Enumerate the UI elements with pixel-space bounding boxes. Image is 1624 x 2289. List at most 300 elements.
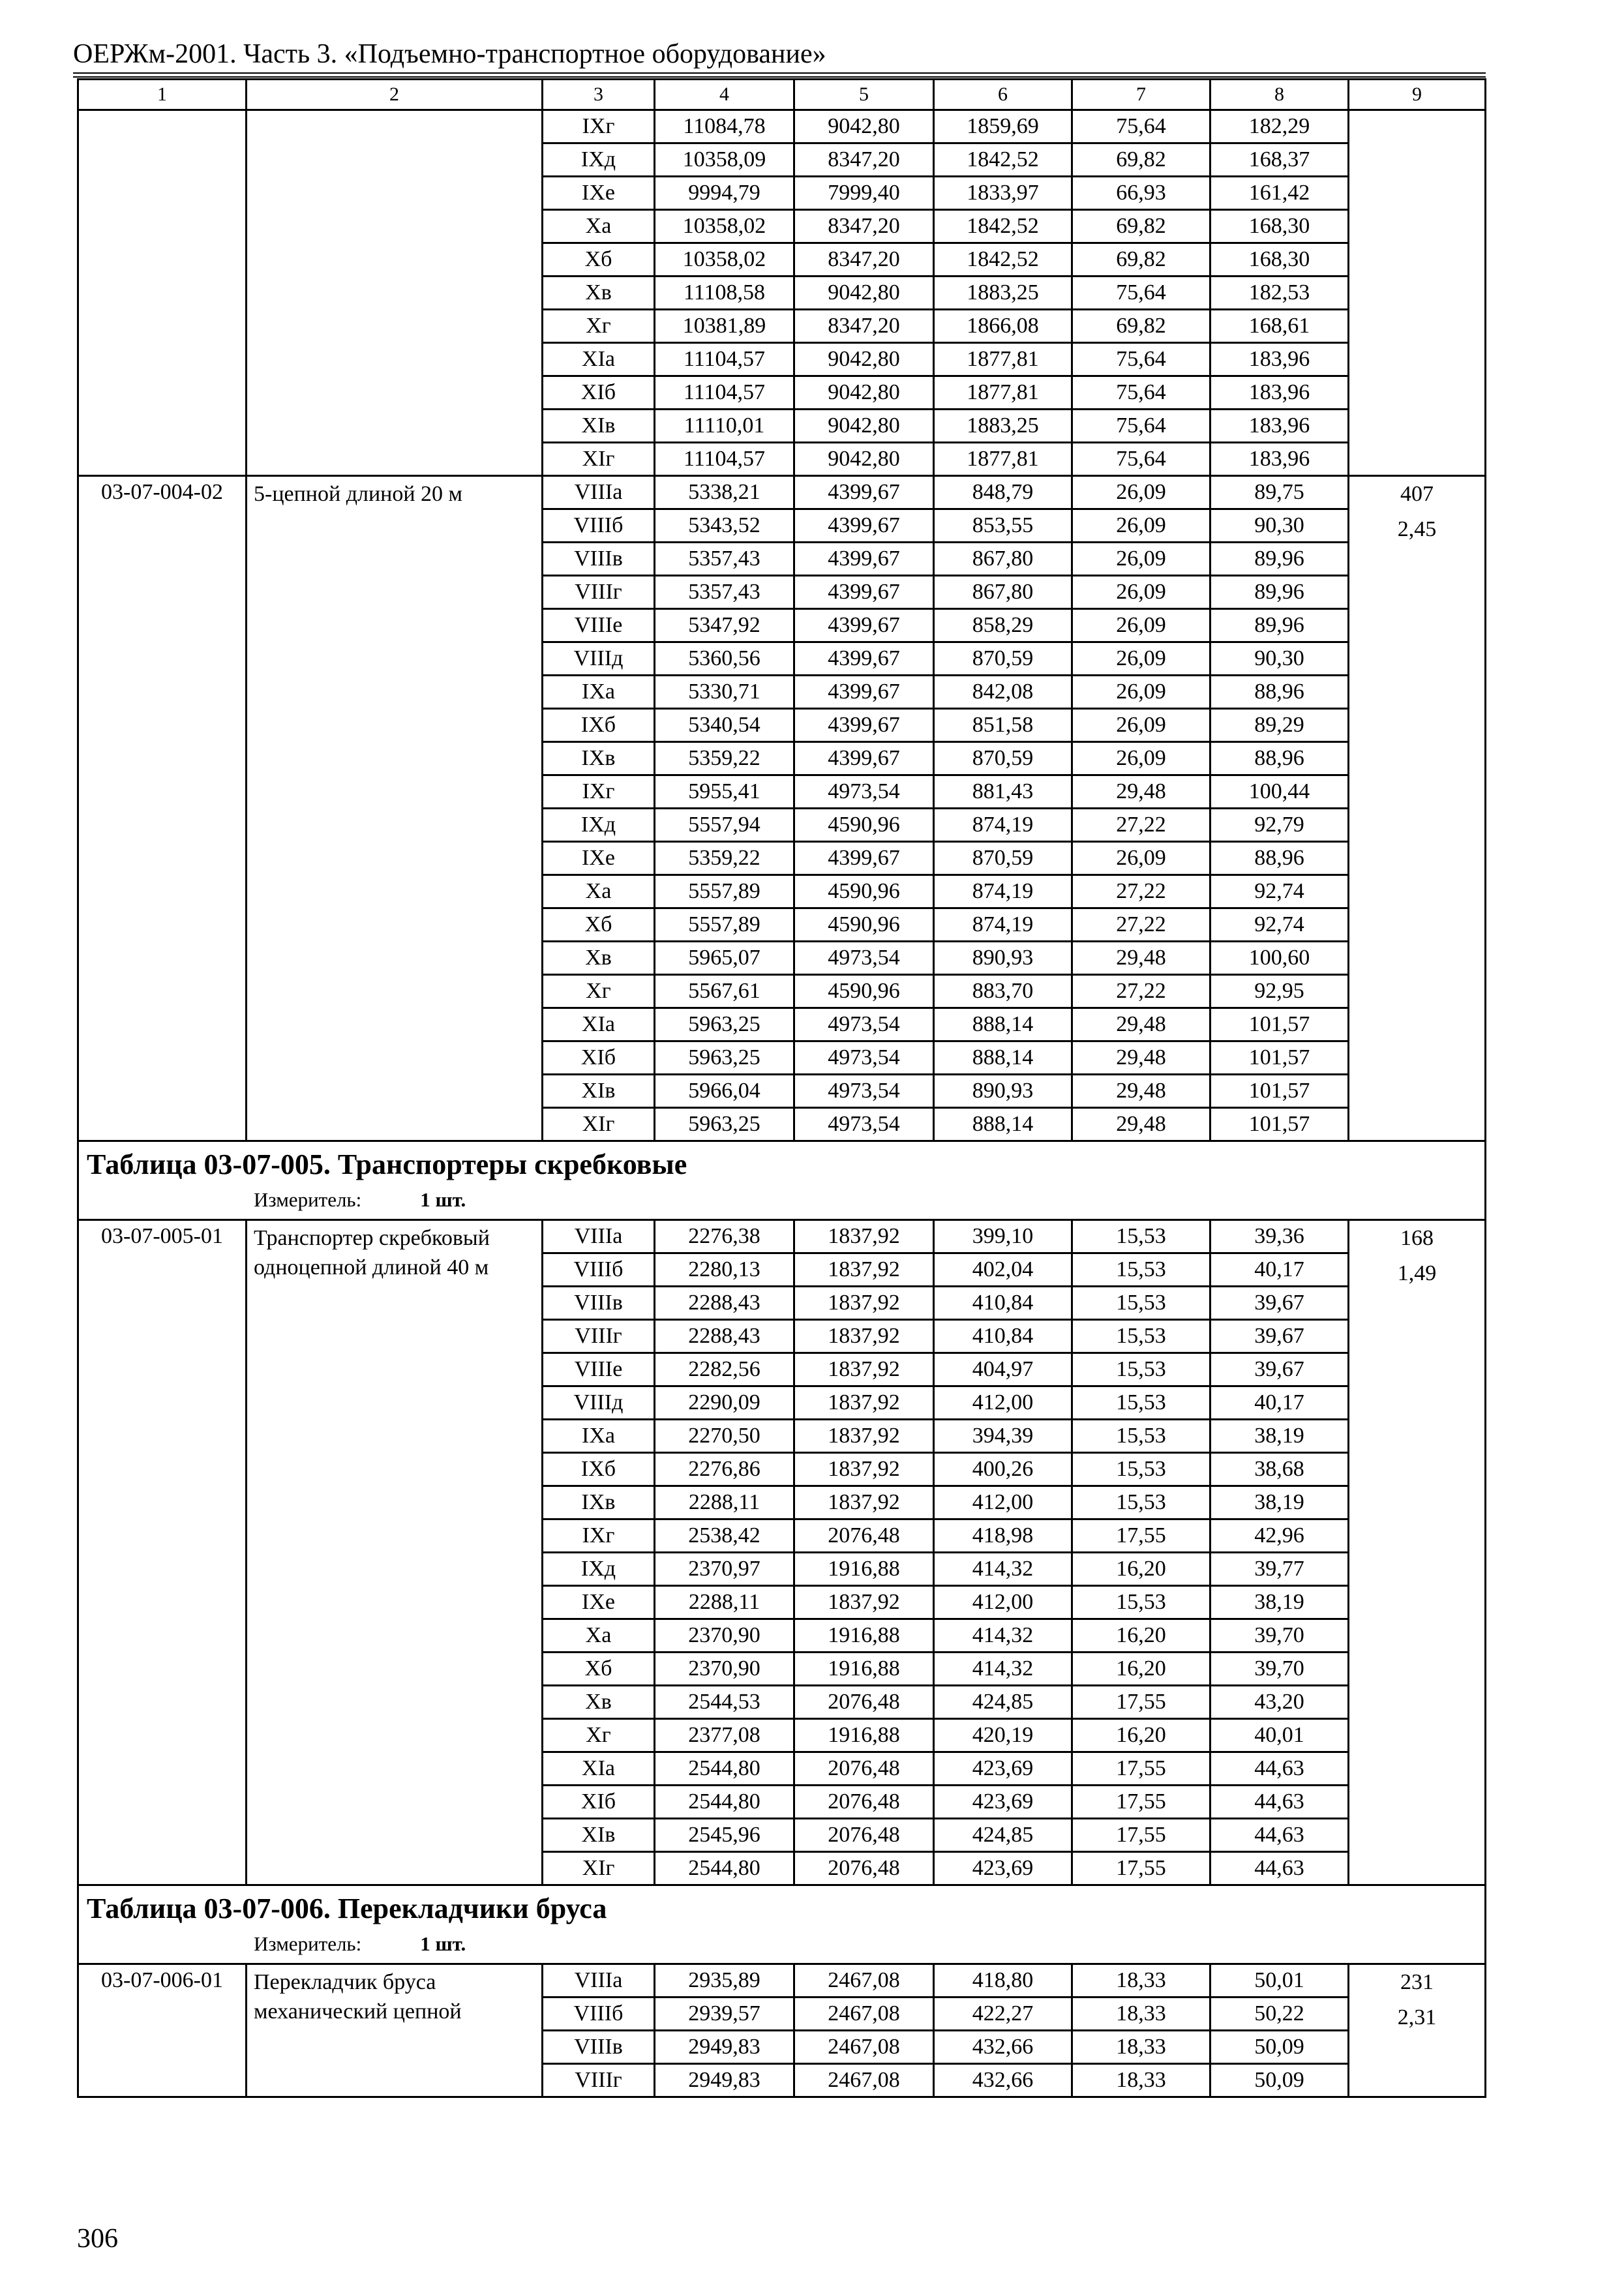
value-cell: 183,96 [1210, 443, 1349, 476]
zone-cell: Xa [543, 210, 655, 243]
value-cell: 5360,56 [655, 642, 794, 676]
value-cell: 5359,22 [655, 742, 794, 775]
value-cell: 5357,43 [655, 576, 794, 609]
value-cell: 44,63 [1210, 1786, 1349, 1819]
unit-line [254, 1932, 1484, 1956]
value-cell: 90,30 [1210, 509, 1349, 543]
value-cell: 89,75 [1210, 476, 1349, 509]
value-cell: 2544,80 [655, 1786, 794, 1819]
item-name-cell: Транспортер скребковый одноцепной длиной 40 м [247, 1220, 543, 1885]
value-cell: 39,67 [1210, 1287, 1349, 1320]
value-cell: 883,70 [934, 975, 1072, 1008]
value-cell: 5966,04 [655, 1075, 794, 1108]
zone-cell: Xг [543, 310, 655, 343]
value-cell: 9042,80 [794, 376, 934, 410]
value-cell: 16,20 [1072, 1719, 1210, 1752]
value-cell: 43,20 [1210, 1686, 1349, 1719]
section-row [78, 1141, 1486, 1220]
zone-cell: VIIIд [543, 642, 655, 676]
zone-cell: IXг [543, 110, 655, 143]
value-cell: 10358,02 [655, 210, 794, 243]
zone-cell: XIб [543, 376, 655, 410]
value-cell: 1837,92 [794, 1287, 934, 1320]
value-cell: 26,09 [1072, 543, 1210, 576]
value-cell: 2377,08 [655, 1719, 794, 1752]
value-cell: 2288,43 [655, 1287, 794, 1320]
value-cell: 2467,08 [794, 2064, 934, 2097]
value-cell: 100,44 [1210, 775, 1349, 809]
zone-cell: Xб [543, 1653, 655, 1686]
value-cell: 2544,80 [655, 1852, 794, 1885]
value-cell: 412,00 [934, 1486, 1072, 1519]
column-number: 7 [1072, 80, 1210, 110]
value-cell: 69,82 [1072, 243, 1210, 277]
value-cell: 16,20 [1072, 1553, 1210, 1586]
value-cell: 29,48 [1072, 942, 1210, 975]
value-cell: 10358,09 [655, 143, 794, 177]
value-cell: 4399,67 [794, 543, 934, 576]
zone-cell: IXг [543, 1519, 655, 1553]
value-cell: 89,96 [1210, 543, 1349, 576]
zone-cell: VIIIб [543, 1997, 655, 2031]
value-cell: 15,53 [1072, 1586, 1210, 1619]
zone-cell: XIг [543, 1852, 655, 1885]
value-cell: 874,19 [934, 875, 1072, 908]
col9-value: 168 [1400, 1226, 1434, 1250]
value-cell: 848,79 [934, 476, 1072, 509]
value-cell: 50,22 [1210, 1997, 1349, 2031]
value-cell: 870,59 [934, 642, 1072, 676]
value-cell: 410,84 [934, 1287, 1072, 1320]
col9-cell [1349, 1220, 1486, 1885]
value-cell: 1837,92 [794, 1253, 934, 1287]
value-cell: 888,14 [934, 1008, 1072, 1041]
value-cell: 1877,81 [934, 343, 1072, 376]
value-cell: 4973,54 [794, 1075, 934, 1108]
value-cell: 29,48 [1072, 1108, 1210, 1141]
value-cell: 44,63 [1210, 1852, 1349, 1885]
value-cell: 4399,67 [794, 676, 934, 709]
value-cell: 1842,52 [934, 143, 1072, 177]
value-cell: 5567,61 [655, 975, 794, 1008]
value-cell: 88,96 [1210, 676, 1349, 709]
col9-cell [1349, 476, 1486, 1141]
value-cell: 410,84 [934, 1320, 1072, 1353]
value-cell: 2276,86 [655, 1453, 794, 1486]
value-cell: 44,63 [1210, 1819, 1349, 1852]
value-cell: 1866,08 [934, 310, 1072, 343]
value-cell: 18,33 [1072, 2031, 1210, 2064]
section-title: Таблица 03-07-006. Перекладчики бруса [87, 1893, 607, 1924]
value-cell: 2076,48 [794, 1686, 934, 1719]
value-cell: 2280,13 [655, 1253, 794, 1287]
value-cell: 2467,08 [794, 2031, 934, 2064]
value-cell: 39,70 [1210, 1653, 1349, 1686]
value-cell: 29,48 [1072, 775, 1210, 809]
table-row [78, 1220, 1486, 1253]
rate-code-cell: 03-07-006-01 [78, 1964, 247, 2097]
value-cell: 412,00 [934, 1386, 1072, 1420]
unit-line [254, 1188, 1484, 1212]
section-row [78, 1885, 1486, 1964]
value-cell: 2290,09 [655, 1386, 794, 1420]
value-cell: 1837,92 [794, 1586, 934, 1619]
value-cell: 88,96 [1210, 842, 1349, 875]
value-cell: 432,66 [934, 2064, 1072, 2097]
value-cell: 5557,89 [655, 908, 794, 942]
unit-label: Измеритель: [254, 1188, 362, 1211]
value-cell: 18,33 [1072, 2064, 1210, 2097]
value-cell: 2076,48 [794, 1786, 934, 1819]
value-cell: 17,55 [1072, 1786, 1210, 1819]
zone-cell: XIг [543, 443, 655, 476]
value-cell: 1833,97 [934, 177, 1072, 210]
rate-code-cell [78, 110, 247, 476]
value-cell: 418,98 [934, 1519, 1072, 1553]
value-cell: 870,59 [934, 842, 1072, 875]
value-cell: 15,53 [1072, 1386, 1210, 1420]
value-cell: 432,66 [934, 2031, 1072, 2064]
value-cell: 100,60 [1210, 942, 1349, 975]
value-cell: 867,80 [934, 543, 1072, 576]
value-cell: 2370,97 [655, 1553, 794, 1586]
zone-cell: XIв [543, 1075, 655, 1108]
value-cell: 38,19 [1210, 1586, 1349, 1619]
value-cell: 39,67 [1210, 1320, 1349, 1353]
value-cell: 890,93 [934, 942, 1072, 975]
value-cell: 2288,11 [655, 1586, 794, 1619]
unit-value: 1 шт. [420, 1932, 466, 1955]
zone-cell: VIIIe [543, 1353, 655, 1386]
value-cell: 69,82 [1072, 143, 1210, 177]
column-number: 4 [655, 80, 794, 110]
value-cell: 1837,92 [794, 1320, 934, 1353]
value-cell: 168,37 [1210, 143, 1349, 177]
zone-cell: VIIIa [543, 1964, 655, 1997]
value-cell: 88,96 [1210, 742, 1349, 775]
value-cell: 15,53 [1072, 1320, 1210, 1353]
value-cell: 2276,38 [655, 1220, 794, 1253]
value-cell: 874,19 [934, 908, 1072, 942]
value-cell: 11108,58 [655, 277, 794, 310]
value-cell: 5965,07 [655, 942, 794, 975]
value-cell: 2076,48 [794, 1519, 934, 1553]
value-cell: 11104,57 [655, 376, 794, 410]
value-cell: 39,77 [1210, 1553, 1349, 1586]
value-cell: 4590,96 [794, 809, 934, 842]
value-cell: 44,63 [1210, 1752, 1349, 1786]
zone-cell: XIв [543, 410, 655, 443]
column-number: 8 [1210, 80, 1349, 110]
value-cell: 50,09 [1210, 2064, 1349, 2097]
col9-value: 2,31 [1397, 2005, 1437, 2029]
value-cell: 15,53 [1072, 1486, 1210, 1519]
value-cell: 2949,83 [655, 2064, 794, 2097]
unit-label: Измеритель: [254, 1932, 362, 1955]
value-cell: 11110,01 [655, 410, 794, 443]
value-cell: 101,57 [1210, 1008, 1349, 1041]
value-cell: 9042,80 [794, 277, 934, 310]
value-cell: 183,96 [1210, 343, 1349, 376]
value-cell: 2288,11 [655, 1486, 794, 1519]
value-cell: 15,53 [1072, 1353, 1210, 1386]
value-cell: 853,55 [934, 509, 1072, 543]
zone-cell: IXб [543, 1453, 655, 1486]
value-cell: 8347,20 [794, 210, 934, 243]
section-cell [78, 1885, 1486, 1964]
value-cell: 26,09 [1072, 676, 1210, 709]
value-cell: 8347,20 [794, 143, 934, 177]
value-cell: 404,97 [934, 1353, 1072, 1386]
value-cell: 17,55 [1072, 1852, 1210, 1885]
value-cell: 414,32 [934, 1553, 1072, 1586]
value-cell: 2270,50 [655, 1420, 794, 1453]
value-cell: 4973,54 [794, 775, 934, 809]
unit-value: 1 шт. [420, 1188, 466, 1211]
value-cell: 38,68 [1210, 1453, 1349, 1486]
zone-cell: IXв [543, 1486, 655, 1519]
value-cell: 842,08 [934, 676, 1072, 709]
column-number: 9 [1349, 80, 1486, 110]
value-cell: 8347,20 [794, 310, 934, 343]
value-cell: 10381,89 [655, 310, 794, 343]
value-cell: 5347,92 [655, 609, 794, 642]
zone-cell: VIIIг [543, 576, 655, 609]
value-cell: 27,22 [1072, 975, 1210, 1008]
column-number: 5 [794, 80, 934, 110]
value-cell: 15,53 [1072, 1453, 1210, 1486]
zone-cell: IXe [543, 1586, 655, 1619]
value-cell: 101,57 [1210, 1041, 1349, 1075]
value-cell: 168,30 [1210, 243, 1349, 277]
value-cell: 101,57 [1210, 1108, 1349, 1141]
zone-cell: IXe [543, 177, 655, 210]
value-cell: 16,20 [1072, 1653, 1210, 1686]
value-cell: 4399,67 [794, 576, 934, 609]
value-cell: 5955,41 [655, 775, 794, 809]
value-cell: 1877,81 [934, 376, 1072, 410]
value-cell: 75,64 [1072, 277, 1210, 310]
value-cell: 400,26 [934, 1453, 1072, 1486]
zone-cell: VIIIб [543, 1253, 655, 1287]
value-cell: 17,55 [1072, 1519, 1210, 1553]
value-cell: 2288,43 [655, 1320, 794, 1353]
item-name-cell: Перекладчик бруса механический цепной [247, 1964, 543, 2097]
header-rule-top [73, 72, 1486, 74]
value-cell: 1837,92 [794, 1353, 934, 1386]
zone-cell: XIa [543, 343, 655, 376]
column-number: 2 [247, 80, 543, 110]
page-header: ОЕРЖм-2001. Часть 3. «Подъемно-транспортное оборудование» [73, 39, 826, 69]
value-cell: 66,93 [1072, 177, 1210, 210]
value-cell: 38,19 [1210, 1420, 1349, 1453]
value-cell: 4399,67 [794, 842, 934, 875]
table-row [78, 110, 1486, 143]
table-row [78, 476, 1486, 509]
value-cell: 29,48 [1072, 1008, 1210, 1041]
zone-cell: VIIIг [543, 2064, 655, 2097]
section-cell [78, 1141, 1486, 1220]
value-cell: 858,29 [934, 609, 1072, 642]
value-cell: 7999,40 [794, 177, 934, 210]
value-cell: 1837,92 [794, 1486, 934, 1519]
value-cell: 9042,80 [794, 410, 934, 443]
zone-cell: Xб [543, 243, 655, 277]
value-cell: 870,59 [934, 742, 1072, 775]
zone-cell: Xa [543, 1619, 655, 1653]
value-cell: 9042,80 [794, 443, 934, 476]
value-cell: 4973,54 [794, 942, 934, 975]
value-cell: 18,33 [1072, 1964, 1210, 1997]
value-cell: 168,61 [1210, 310, 1349, 343]
zone-cell: XIв [543, 1819, 655, 1852]
value-cell: 4399,67 [794, 642, 934, 676]
value-cell: 1837,92 [794, 1453, 934, 1486]
value-cell: 42,96 [1210, 1519, 1349, 1553]
value-cell: 50,09 [1210, 2031, 1349, 2064]
value-cell: 1842,52 [934, 243, 1072, 277]
zone-cell: Xa [543, 875, 655, 908]
value-cell: 27,22 [1072, 908, 1210, 942]
value-cell: 867,80 [934, 576, 1072, 609]
zone-cell: VIIIa [543, 476, 655, 509]
value-cell: 4399,67 [794, 742, 934, 775]
value-cell: 420,19 [934, 1719, 1072, 1752]
value-cell: 89,96 [1210, 609, 1349, 642]
value-cell: 89,96 [1210, 576, 1349, 609]
value-cell: 17,55 [1072, 1686, 1210, 1719]
value-cell: 26,09 [1072, 842, 1210, 875]
zone-cell: XIб [543, 1786, 655, 1819]
zone-cell: IXд [543, 143, 655, 177]
value-cell: 9042,80 [794, 343, 934, 376]
value-cell: 18,33 [1072, 1997, 1210, 2031]
value-cell: 27,22 [1072, 875, 1210, 908]
zone-cell: XIa [543, 1752, 655, 1786]
value-cell: 183,96 [1210, 376, 1349, 410]
value-cell: 4399,67 [794, 609, 934, 642]
zone-cell: XIб [543, 1041, 655, 1075]
value-cell: 5557,89 [655, 875, 794, 908]
value-cell: 75,64 [1072, 410, 1210, 443]
value-cell: 4399,67 [794, 509, 934, 543]
value-cell: 5963,25 [655, 1108, 794, 1141]
col9-value: 231 [1400, 1970, 1434, 1994]
value-cell: 423,69 [934, 1852, 1072, 1885]
value-cell: 2370,90 [655, 1653, 794, 1686]
column-number: 6 [934, 80, 1072, 110]
zone-cell: IXa [543, 1420, 655, 1453]
value-cell: 40,01 [1210, 1719, 1349, 1752]
value-cell: 11084,78 [655, 110, 794, 143]
value-cell: 26,09 [1072, 642, 1210, 676]
value-cell: 4590,96 [794, 975, 934, 1008]
value-cell: 168,30 [1210, 210, 1349, 243]
table-row [78, 1964, 1486, 1997]
value-cell: 4590,96 [794, 875, 934, 908]
zone-cell: VIIIд [543, 1386, 655, 1420]
value-cell: 92,74 [1210, 875, 1349, 908]
zone-cell: VIIIв [543, 1287, 655, 1320]
value-cell: 394,39 [934, 1420, 1072, 1453]
column-number: 3 [543, 80, 655, 110]
value-cell: 5343,52 [655, 509, 794, 543]
value-cell: 1842,52 [934, 210, 1072, 243]
value-cell: 2538,42 [655, 1519, 794, 1553]
value-cell: 29,48 [1072, 1041, 1210, 1075]
value-cell: 40,17 [1210, 1253, 1349, 1287]
value-cell: 9994,79 [655, 177, 794, 210]
value-cell: 1837,92 [794, 1386, 934, 1420]
value-cell: 888,14 [934, 1041, 1072, 1075]
value-cell: 5963,25 [655, 1008, 794, 1041]
zone-cell: IXa [543, 676, 655, 709]
value-cell: 15,53 [1072, 1420, 1210, 1453]
zone-cell: IXe [543, 842, 655, 875]
column-number: 1 [78, 80, 247, 110]
value-cell: 92,79 [1210, 809, 1349, 842]
value-cell: 2544,53 [655, 1686, 794, 1719]
value-cell: 5340,54 [655, 709, 794, 742]
value-cell: 75,64 [1072, 110, 1210, 143]
value-cell: 17,55 [1072, 1819, 1210, 1852]
value-cell: 182,29 [1210, 110, 1349, 143]
zone-cell: XIa [543, 1008, 655, 1041]
page-number: 306 [77, 2224, 118, 2254]
value-cell: 1916,88 [794, 1619, 934, 1653]
value-cell: 5357,43 [655, 543, 794, 576]
value-cell: 27,22 [1072, 809, 1210, 842]
value-cell: 90,30 [1210, 642, 1349, 676]
value-cell: 26,09 [1072, 709, 1210, 742]
value-cell: 423,69 [934, 1786, 1072, 1819]
value-cell: 2076,48 [794, 1819, 934, 1852]
value-cell: 2939,57 [655, 1997, 794, 2031]
value-cell: 39,36 [1210, 1220, 1349, 1253]
price-table [77, 78, 1486, 2098]
value-cell: 183,96 [1210, 410, 1349, 443]
value-cell: 424,85 [934, 1819, 1072, 1852]
col9-value: 407 [1400, 482, 1434, 506]
value-cell: 1883,25 [934, 277, 1072, 310]
zone-cell: VIIIe [543, 609, 655, 642]
value-cell: 16,20 [1072, 1619, 1210, 1653]
value-cell: 39,67 [1210, 1353, 1349, 1386]
value-cell: 15,53 [1072, 1253, 1210, 1287]
value-cell: 888,14 [934, 1108, 1072, 1141]
value-cell: 17,55 [1072, 1752, 1210, 1786]
value-cell: 8347,20 [794, 243, 934, 277]
zone-cell: VIIIa [543, 1220, 655, 1253]
value-cell: 2370,90 [655, 1619, 794, 1653]
zone-cell: XIг [543, 1108, 655, 1141]
value-cell: 414,32 [934, 1619, 1072, 1653]
value-cell: 2949,83 [655, 2031, 794, 2064]
zone-cell: Xг [543, 975, 655, 1008]
value-cell: 2935,89 [655, 1964, 794, 1997]
value-cell: 92,95 [1210, 975, 1349, 1008]
rate-code-cell: 03-07-004-02 [78, 476, 247, 1141]
value-cell: 1883,25 [934, 410, 1072, 443]
value-cell: 4399,67 [794, 476, 934, 509]
value-cell: 2076,48 [794, 1752, 934, 1786]
value-cell: 26,09 [1072, 576, 1210, 609]
value-cell: 4973,54 [794, 1108, 934, 1141]
value-cell: 874,19 [934, 809, 1072, 842]
section-title: Таблица 03-07-005. Транспортеры скребковые [87, 1148, 687, 1180]
value-cell: 1859,69 [934, 110, 1072, 143]
value-cell: 412,00 [934, 1586, 1072, 1619]
